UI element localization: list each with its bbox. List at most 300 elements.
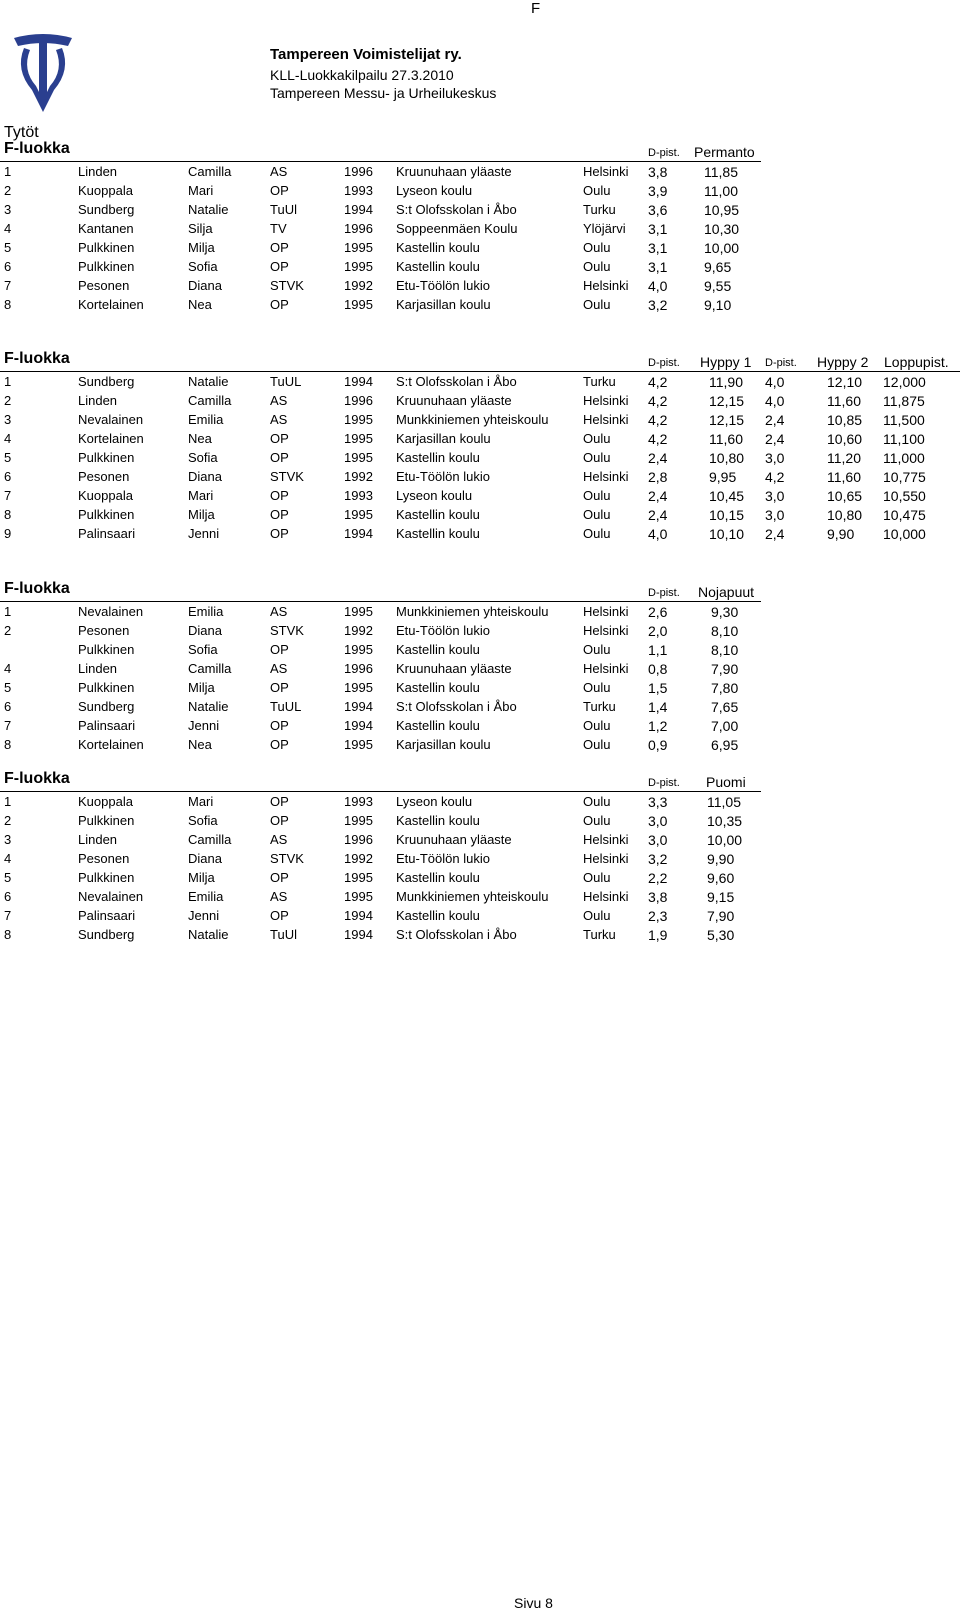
school-cell: S:t Olofsskolan i Åbo xyxy=(396,927,517,942)
city-cell: Oulu xyxy=(583,240,611,255)
table-row xyxy=(0,925,960,944)
puomi-section xyxy=(0,770,960,944)
last-name-cell: Kortelainen xyxy=(78,297,144,312)
dpist-cell: 1,5 xyxy=(648,680,668,696)
last-name-cell: Sundberg xyxy=(78,202,135,217)
last-name-cell: Pesonen xyxy=(78,623,130,638)
city-cell: Helsinki xyxy=(583,832,629,847)
first-name-cell: Diana xyxy=(188,469,222,484)
table-row xyxy=(0,219,960,238)
score-cell: 10,35 xyxy=(707,813,743,829)
permanto-rows xyxy=(0,162,960,314)
hyppy1-cell: 12,15 xyxy=(709,393,745,409)
rank-cell: 6 xyxy=(4,259,12,274)
city-cell: Turku xyxy=(583,699,616,714)
first-name-cell: Natalie xyxy=(188,927,229,942)
venue-name: Tampereen Messu- ja Urheilukeskus xyxy=(270,85,497,101)
dpist2-cell: 4,0 xyxy=(765,374,785,390)
last-name-cell: Linden xyxy=(78,832,118,847)
club-cell: STVK xyxy=(270,278,304,293)
dpist-cell: 3,8 xyxy=(648,889,668,905)
table-row xyxy=(0,200,960,219)
score-cell: 10,00 xyxy=(707,832,743,848)
last-name-cell: Pulkkinen xyxy=(78,680,135,695)
last-name-cell: Pulkkinen xyxy=(78,259,135,274)
dpist2-cell: 3,0 xyxy=(765,488,785,504)
last-name-cell: Sundberg xyxy=(78,699,135,714)
dpist2-cell: 2,4 xyxy=(765,412,785,428)
city-cell: Turku xyxy=(583,374,616,389)
hyppy2-cell: 10,65 xyxy=(827,488,863,504)
hyppy2-cell: 10,80 xyxy=(827,507,863,523)
puomi-rows xyxy=(0,792,960,944)
birth-year-cell: 1994 xyxy=(344,927,373,942)
last-name-cell: Nevalainen xyxy=(78,889,144,904)
hyppy1-header: Hyppy 1 xyxy=(700,354,752,370)
hyppy2-cell: 9,90 xyxy=(827,526,855,542)
school-cell: S:t Olofsskolan i Åbo xyxy=(396,202,517,217)
nojapuut-header-label: Nojapuut xyxy=(698,584,755,600)
table-row xyxy=(0,906,960,925)
birth-year-cell: 1992 xyxy=(344,278,373,293)
school-cell: Lyseon koulu xyxy=(396,183,473,198)
score-cell: 7,90 xyxy=(707,908,735,924)
city-cell: Oulu xyxy=(583,450,611,465)
first-name-cell: Sofia xyxy=(188,642,218,657)
birth-year-cell: 1995 xyxy=(344,813,373,828)
city-cell: Helsinki xyxy=(583,851,629,866)
first-name-cell: Milja xyxy=(188,680,215,695)
rank-cell: 1 xyxy=(4,794,12,809)
birth-year-cell: 1995 xyxy=(344,737,373,752)
school-cell: Kastellin koulu xyxy=(396,259,480,274)
last-name-cell: Pulkkinen xyxy=(78,813,135,828)
last-name-cell: Pesonen xyxy=(78,278,130,293)
final-score-cell: 11,875 xyxy=(883,393,925,409)
club-cell: OP xyxy=(270,870,289,885)
rank-cell: 6 xyxy=(4,699,12,714)
rank-cell: 4 xyxy=(4,851,12,866)
last-name-cell: Pulkkinen xyxy=(78,870,135,885)
table-row xyxy=(0,792,960,811)
city-cell: Oulu xyxy=(583,680,611,695)
rank-cell: 1 xyxy=(4,164,12,179)
rank-cell: 2 xyxy=(4,393,12,408)
last-name-cell: Kortelainen xyxy=(78,431,144,446)
last-name-cell: Kuoppala xyxy=(78,794,133,809)
first-name-cell: Natalie xyxy=(188,202,229,217)
dpist-cell: 3,1 xyxy=(648,240,668,256)
table-row xyxy=(0,181,960,200)
table-row xyxy=(0,640,960,659)
club-cell: OP xyxy=(270,297,289,312)
table-row xyxy=(0,830,960,849)
score-cell: 10,30 xyxy=(704,221,740,237)
school-cell: S:t Olofsskolan i Åbo xyxy=(396,374,517,389)
first-name-cell: Camilla xyxy=(188,393,232,408)
club-cell: AS xyxy=(270,832,288,847)
dpist-cell: 4,0 xyxy=(648,278,668,294)
first-name-cell: Sofia xyxy=(188,813,218,828)
birth-year-cell: 1995 xyxy=(344,412,373,427)
table-row xyxy=(0,276,960,295)
last-name-cell: Linden xyxy=(78,661,118,676)
dpist2-cell: 2,4 xyxy=(765,431,785,447)
rank-cell: 2 xyxy=(4,183,12,198)
city-cell: Turku xyxy=(583,202,616,217)
birth-year-cell: 1994 xyxy=(344,699,373,714)
hyppy2-cell: 12,10 xyxy=(827,374,863,390)
birth-year-cell: 1996 xyxy=(344,661,373,676)
club-cell: TuUl xyxy=(270,202,297,217)
table-row xyxy=(0,659,960,678)
dpist-cell: 3,8 xyxy=(648,164,668,180)
birth-year-cell: 1993 xyxy=(344,488,373,503)
school-cell: Etu-Töölön lukio xyxy=(396,623,490,638)
club-cell: OP xyxy=(270,794,289,809)
dpist-cell: 1,9 xyxy=(648,927,668,943)
last-name-cell: Pulkkinen xyxy=(78,507,135,522)
dpist1-cell: 4,2 xyxy=(648,374,668,390)
table-row xyxy=(0,467,960,486)
birth-year-cell: 1994 xyxy=(344,526,373,541)
club-cell: AS xyxy=(270,164,288,179)
nojapuut-header xyxy=(0,580,761,602)
rank-cell: 2 xyxy=(4,813,12,828)
first-name-cell: Camilla xyxy=(188,661,232,676)
dpist-cell: 3,6 xyxy=(648,202,668,218)
table-row xyxy=(0,410,960,429)
city-cell: Oulu xyxy=(583,813,611,828)
rank-cell: 9 xyxy=(4,526,12,541)
club-cell: AS xyxy=(270,412,288,427)
first-name-cell: Natalie xyxy=(188,374,229,389)
city-cell: Helsinki xyxy=(583,278,629,293)
dpist-header: D-pist. xyxy=(648,777,680,789)
rank-cell: 6 xyxy=(4,889,12,904)
dpist-cell: 1,1 xyxy=(648,642,668,658)
dpist2-cell: 4,0 xyxy=(765,393,785,409)
rank-cell: 2 xyxy=(4,623,12,638)
table-row xyxy=(0,257,960,276)
dpist-cell: 3,1 xyxy=(648,221,668,237)
school-cell: Kruunuhaan yläaste xyxy=(396,661,512,676)
club-cell: STVK xyxy=(270,623,304,638)
city-cell: Oulu xyxy=(583,431,611,446)
score-cell: 10,00 xyxy=(704,240,740,256)
table-row xyxy=(0,238,960,257)
city-cell: Oulu xyxy=(583,737,611,752)
first-name-cell: Emilia xyxy=(188,889,224,904)
table-row xyxy=(0,621,960,640)
dpist2-header: D-pist. xyxy=(765,357,797,369)
rank-cell: 1 xyxy=(4,604,12,619)
school-cell: Karjasillan koulu xyxy=(396,431,491,446)
final-score-cell: 12,000 xyxy=(883,374,926,390)
score-cell: 11,85 xyxy=(704,164,738,180)
hyppy2-cell: 11,20 xyxy=(827,450,861,466)
dpist-cell: 2,0 xyxy=(648,623,668,639)
dpist1-cell: 4,0 xyxy=(648,526,668,542)
club-cell: OP xyxy=(270,488,289,503)
first-name-cell: Nea xyxy=(188,737,212,752)
last-name-cell: Palinsaari xyxy=(78,718,136,733)
rank-cell: 7 xyxy=(4,488,12,503)
first-name-cell: Jenni xyxy=(188,908,220,923)
city-cell: Helsinki xyxy=(583,623,629,638)
table-row xyxy=(0,887,960,906)
last-name-cell: Nevalainen xyxy=(78,412,144,427)
dpist1-cell: 2,4 xyxy=(648,488,668,504)
first-name-cell: Camilla xyxy=(188,164,232,179)
birth-year-cell: 1995 xyxy=(344,604,373,619)
birth-year-cell: 1995 xyxy=(344,870,373,885)
school-cell: Karjasillan koulu xyxy=(396,737,491,752)
hyppy2-cell: 10,85 xyxy=(827,412,863,428)
last-name-cell: Kortelainen xyxy=(78,737,144,752)
city-cell: Helsinki xyxy=(583,393,629,408)
club-cell: OP xyxy=(270,450,289,465)
first-name-cell: Jenni xyxy=(188,526,220,541)
score-cell: 10,95 xyxy=(704,202,740,218)
last-name-cell: Kantanen xyxy=(78,221,134,236)
birth-year-cell: 1994 xyxy=(344,718,373,733)
dpist-cell: 3,2 xyxy=(648,851,668,867)
birth-year-cell: 1995 xyxy=(344,889,373,904)
school-cell: Munkkiniemen yhteiskoulu xyxy=(396,889,549,904)
first-name-cell: Emilia xyxy=(188,604,224,619)
school-cell: Kastellin koulu xyxy=(396,507,480,522)
rank-cell: 3 xyxy=(4,832,12,847)
page-number: Sivu 8 xyxy=(514,1595,553,1611)
school-cell: Soppeenmäen Koulu xyxy=(396,221,518,236)
last-name-cell: Kuoppala xyxy=(78,488,133,503)
hyppy1-cell: 10,45 xyxy=(709,488,745,504)
hyppy1-cell: 10,10 xyxy=(709,526,745,542)
school-cell: Kastellin koulu xyxy=(396,680,480,695)
permanto-section xyxy=(0,140,960,314)
first-name-cell: Nea xyxy=(188,431,212,446)
dpist-cell: 2,3 xyxy=(648,908,668,924)
club-logo xyxy=(10,30,76,114)
rank-cell: 4 xyxy=(4,221,12,236)
dpist-header: D-pist. xyxy=(648,587,680,599)
dpist1-cell: 4,2 xyxy=(648,412,668,428)
school-cell: Munkkiniemen yhteiskoulu xyxy=(396,412,549,427)
last-name-cell: Pulkkinen xyxy=(78,240,135,255)
score-cell: 5,30 xyxy=(707,927,735,943)
hyppy-rows xyxy=(0,372,960,543)
city-cell: Turku xyxy=(583,927,616,942)
section-title: F-luokka xyxy=(4,350,70,367)
score-cell: 9,60 xyxy=(707,870,735,886)
hyppy1-cell: 11,60 xyxy=(709,431,743,447)
section-title: F-luokka xyxy=(4,580,70,597)
score-cell: 9,30 xyxy=(711,604,739,620)
school-cell: Kastellin koulu xyxy=(396,526,480,541)
first-name-cell: Jenni xyxy=(188,718,220,733)
city-cell: Helsinki xyxy=(583,469,629,484)
club-cell: OP xyxy=(270,431,289,446)
rank-cell: 5 xyxy=(4,870,12,885)
school-cell: Etu-Töölön lukio xyxy=(396,469,490,484)
birth-year-cell: 1996 xyxy=(344,832,373,847)
first-name-cell: Diana xyxy=(188,623,222,638)
last-name-cell: Sundberg xyxy=(78,374,135,389)
rank-cell: 5 xyxy=(4,240,12,255)
birth-year-cell: 1993 xyxy=(344,794,373,809)
dpist2-cell: 2,4 xyxy=(765,526,785,542)
table-row xyxy=(0,486,960,505)
school-cell: Lyseon koulu xyxy=(396,794,473,809)
birth-year-cell: 1992 xyxy=(344,623,373,638)
final-score-cell: 10,775 xyxy=(883,469,926,485)
table-row xyxy=(0,448,960,467)
city-cell: Helsinki xyxy=(583,604,629,619)
dpist1-header: D-pist. xyxy=(648,357,680,369)
rank-cell: 1 xyxy=(4,374,12,389)
rank-cell: 6 xyxy=(4,469,12,484)
birth-year-cell: 1995 xyxy=(344,240,373,255)
section-title: F-luokka xyxy=(4,140,70,157)
rank-cell: 3 xyxy=(4,412,12,427)
city-cell: Helsinki xyxy=(583,164,629,179)
club-cell: OP xyxy=(270,718,289,733)
hyppy1-cell: 9,95 xyxy=(709,469,737,485)
birth-year-cell: 1996 xyxy=(344,393,373,408)
last-name-cell: Pulkkinen xyxy=(78,450,135,465)
first-name-cell: Nea xyxy=(188,297,212,312)
org-name: Tampereen Voimistelijat ry. xyxy=(270,46,462,63)
permanto-header xyxy=(0,140,761,162)
school-cell: Karjasillan koulu xyxy=(396,297,491,312)
page-corner-mark: F xyxy=(531,0,541,17)
hyppy2-cell: 11,60 xyxy=(827,393,861,409)
city-cell: Helsinki xyxy=(583,661,629,676)
first-name-cell: Camilla xyxy=(188,832,232,847)
hyppy2-cell: 11,60 xyxy=(827,469,861,485)
club-cell: OP xyxy=(270,737,289,752)
city-cell: Helsinki xyxy=(583,889,629,904)
hyppy2-header: Hyppy 2 xyxy=(817,354,869,370)
school-cell: Kastellin koulu xyxy=(396,642,480,657)
first-name-cell: Mari xyxy=(188,183,214,198)
club-cell: AS xyxy=(270,661,288,676)
club-cell: AS xyxy=(270,393,288,408)
last-name-cell: Pesonen xyxy=(78,851,130,866)
dpist2-cell: 3,0 xyxy=(765,450,785,466)
first-name-cell: Emilia xyxy=(188,412,224,427)
city-cell: Oulu xyxy=(583,183,611,198)
birth-year-cell: 1995 xyxy=(344,642,373,657)
dpist-cell: 3,0 xyxy=(648,813,668,829)
score-cell: 9,90 xyxy=(707,851,735,867)
score-cell: 7,65 xyxy=(711,699,739,715)
score-cell: 9,15 xyxy=(707,889,735,905)
rank-cell: 7 xyxy=(4,718,12,733)
city-cell: Oulu xyxy=(583,870,611,885)
rank-cell: 8 xyxy=(4,927,12,942)
birth-year-cell: 1995 xyxy=(344,431,373,446)
club-cell: AS xyxy=(270,889,288,904)
school-cell: Kastellin koulu xyxy=(396,870,480,885)
rank-cell: 7 xyxy=(4,908,12,923)
club-cell: OP xyxy=(270,680,289,695)
dpist-cell: 3,1 xyxy=(648,259,668,275)
group-label: Tytöt xyxy=(4,124,39,141)
dpist-cell: 1,4 xyxy=(648,699,668,715)
final-score-cell: 11,100 xyxy=(883,431,925,447)
score-cell: 8,10 xyxy=(711,642,739,658)
city-cell: Oulu xyxy=(583,259,611,274)
first-name-cell: Sofia xyxy=(188,450,218,465)
last-name-cell: Pesonen xyxy=(78,469,130,484)
table-row xyxy=(0,372,960,391)
dpist-cell: 1,2 xyxy=(648,718,668,734)
score-cell: 6,95 xyxy=(711,737,739,753)
birth-year-cell: 1995 xyxy=(344,259,373,274)
city-cell: Oulu xyxy=(583,642,611,657)
club-cell: OP xyxy=(270,240,289,255)
table-row xyxy=(0,162,960,181)
city-cell: Oulu xyxy=(583,718,611,733)
last-name-cell: Linden xyxy=(78,393,118,408)
table-row xyxy=(0,602,960,621)
final-header: Loppupist. xyxy=(884,354,949,370)
score-cell: 11,05 xyxy=(707,794,741,810)
first-name-cell: Silja xyxy=(188,221,213,236)
city-cell: Helsinki xyxy=(583,412,629,427)
school-cell: Kruunuhaan yläaste xyxy=(396,164,512,179)
hyppy2-cell: 10,60 xyxy=(827,431,863,447)
birth-year-cell: 1995 xyxy=(344,297,373,312)
rank-cell: 7 xyxy=(4,278,12,293)
final-score-cell: 11,000 xyxy=(883,450,925,466)
club-cell: OP xyxy=(270,259,289,274)
dpist1-cell: 4,2 xyxy=(648,393,668,409)
first-name-cell: Mari xyxy=(188,488,214,503)
club-cell: OP xyxy=(270,507,289,522)
birth-year-cell: 1995 xyxy=(344,680,373,695)
table-row xyxy=(0,735,960,754)
club-cell: STVK xyxy=(270,851,304,866)
hyppy1-cell: 11,90 xyxy=(709,374,743,390)
birth-year-cell: 1995 xyxy=(344,450,373,465)
city-cell: Ylöjärvi xyxy=(583,221,626,236)
last-name-cell: Nevalainen xyxy=(78,604,144,619)
last-name-cell: Linden xyxy=(78,164,118,179)
birth-year-cell: 1993 xyxy=(344,183,373,198)
nojapuut-section xyxy=(0,580,960,754)
score-cell: 9,10 xyxy=(704,297,732,313)
table-row xyxy=(0,716,960,735)
first-name-cell: Diana xyxy=(188,278,222,293)
club-cell: TuUL xyxy=(270,374,302,389)
last-name-cell: Sundberg xyxy=(78,927,135,942)
birth-year-cell: 1994 xyxy=(344,908,373,923)
hyppy-section xyxy=(0,350,960,543)
final-score-cell: 10,475 xyxy=(883,507,926,523)
school-cell: Kruunuhaan yläaste xyxy=(396,393,512,408)
city-cell: Oulu xyxy=(583,297,611,312)
final-score-cell: 10,550 xyxy=(883,488,926,504)
rank-cell: 5 xyxy=(4,450,12,465)
table-row xyxy=(0,678,960,697)
school-cell: Etu-Töölön lukio xyxy=(396,851,490,866)
birth-year-cell: 1992 xyxy=(344,851,373,866)
dpist1-cell: 4,2 xyxy=(648,431,668,447)
table-row xyxy=(0,811,960,830)
